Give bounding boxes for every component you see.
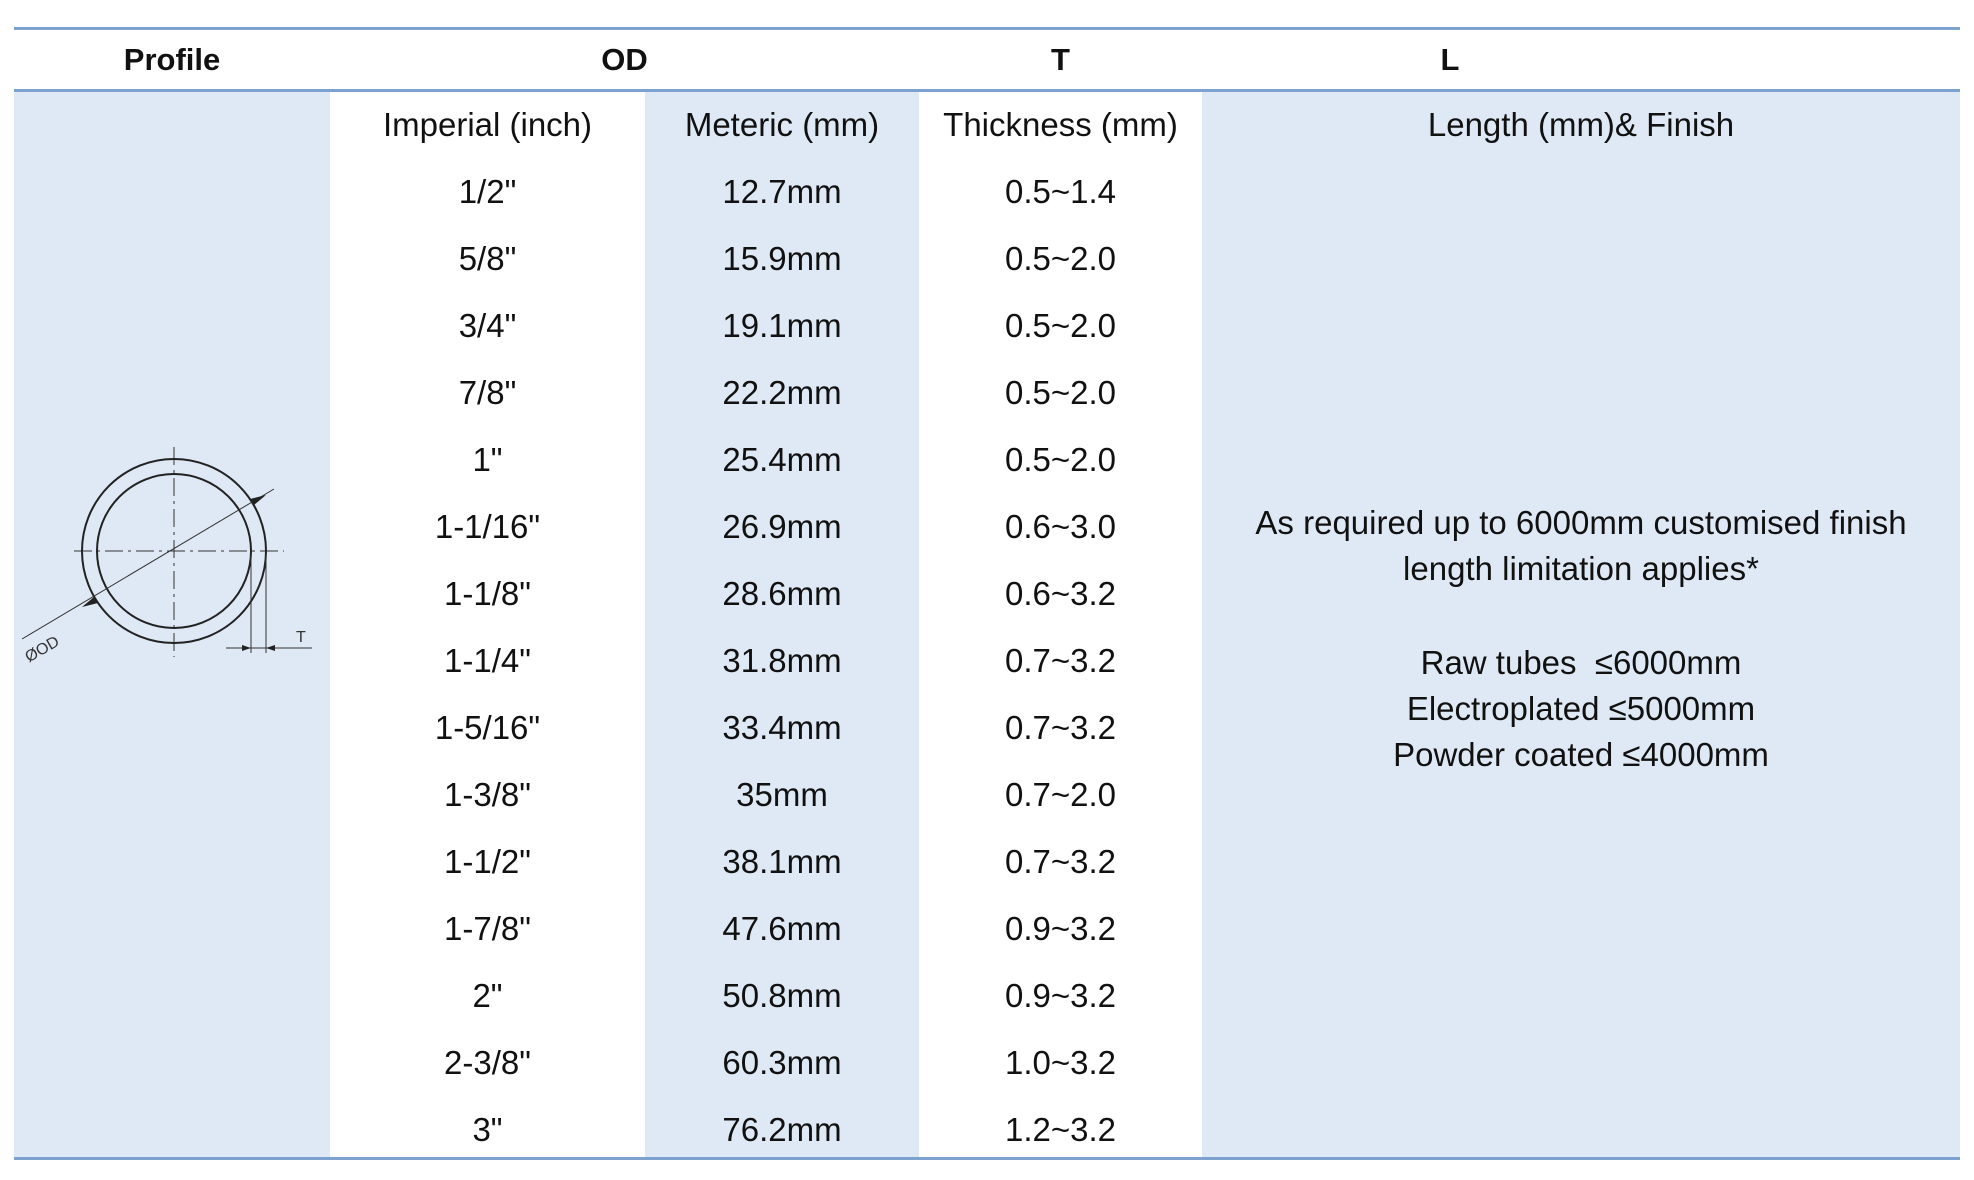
thickness-cell: 0.7~3.2 xyxy=(1004,641,1117,679)
imperial-column xyxy=(330,92,645,1157)
metric-cell: 60.3mm xyxy=(722,1043,842,1081)
thickness-column xyxy=(919,92,1202,1157)
bottom-rule xyxy=(14,1157,1960,1160)
finish-limits xyxy=(1202,640,1960,778)
thickness-cell: 0.7~3.2 xyxy=(1004,708,1117,746)
metric-cell: 35mm xyxy=(736,775,828,813)
header-profile: Profile xyxy=(123,41,221,77)
metric-cell: 12.7mm xyxy=(722,172,842,210)
metric-cell: 50.8mm xyxy=(722,976,842,1014)
imperial-cell: 2" xyxy=(472,976,503,1014)
imperial-cell: 1-1/2" xyxy=(444,842,531,880)
tube-profile-drawing xyxy=(14,437,330,687)
imperial-cell: 3/4" xyxy=(458,306,517,344)
header-row xyxy=(14,30,1960,89)
thickness-cell: 1.2~3.2 xyxy=(1004,1110,1117,1148)
thickness-cell: 1.0~3.2 xyxy=(1004,1043,1117,1081)
thickness-cell: 0.5~2.0 xyxy=(1004,239,1117,277)
imperial-cell: 3" xyxy=(472,1110,503,1148)
imperial-cell: 1-1/8" xyxy=(444,574,531,612)
thickness-cell: 0.6~3.0 xyxy=(1004,507,1117,545)
imperial-cell: 1-1/4" xyxy=(444,641,531,679)
metric-subheader: Meteric (mm) xyxy=(684,106,880,143)
imperial-cell: 1/2" xyxy=(458,172,517,210)
profile-column xyxy=(14,92,330,1157)
spec-table xyxy=(14,0,1960,1180)
metric-cell: 28.6mm xyxy=(722,574,842,612)
metric-cell: 38.1mm xyxy=(722,842,842,880)
length-column xyxy=(1202,92,1960,1157)
length-note-line: length limitation applies* xyxy=(1403,550,1759,587)
metric-cell: 25.4mm xyxy=(722,440,842,478)
metric-cell: 76.2mm xyxy=(722,1110,842,1148)
imperial-cell: 1-7/8" xyxy=(444,909,531,947)
metric-cell: 19.1mm xyxy=(722,306,842,344)
t-label: T xyxy=(296,629,306,646)
table-body xyxy=(14,92,1960,1157)
metric-cell: 22.2mm xyxy=(722,373,842,411)
length-subheader: Length (mm)& Finish xyxy=(1427,106,1735,143)
finish-limit-powder: Powder coated ≤4000mm xyxy=(1393,736,1769,773)
length-note-line: As required up to 6000mm customised finish xyxy=(1255,504,1907,541)
metric-cell: 33.4mm xyxy=(722,708,842,746)
finish-limit-raw: Raw tubes ≤6000mm xyxy=(1420,644,1742,681)
header-od: OD xyxy=(601,41,648,77)
header-t: T xyxy=(1051,41,1070,77)
thickness-cell: 0.7~2.0 xyxy=(1004,775,1117,813)
od-label: ØOD xyxy=(22,633,63,667)
imperial-cell: 2-3/8" xyxy=(444,1043,531,1081)
metric-cell: 47.6mm xyxy=(722,909,842,947)
metric-column xyxy=(645,92,919,1157)
metric-cell: 26.9mm xyxy=(722,507,842,545)
thickness-cell: 0.7~3.2 xyxy=(1004,842,1117,880)
metric-cell: 15.9mm xyxy=(722,239,842,277)
imperial-subheader: Imperial (inch) xyxy=(382,106,593,143)
thickness-subheader: Thickness (mm) xyxy=(943,106,1178,143)
thickness-cell: 0.5~2.0 xyxy=(1004,373,1117,411)
header-l: L xyxy=(1440,41,1460,77)
imperial-cell: 5/8" xyxy=(458,239,517,277)
imperial-cell: 1-1/16" xyxy=(434,507,541,545)
thickness-cell: 0.5~2.0 xyxy=(1004,306,1117,344)
metric-cell: 31.8mm xyxy=(722,641,842,679)
imperial-cell: 7/8" xyxy=(458,373,517,411)
thickness-cell: 0.5~1.4 xyxy=(1004,172,1117,210)
imperial-cell: 1-3/8" xyxy=(444,775,531,813)
thickness-cell: 0.9~3.2 xyxy=(1004,976,1117,1014)
imperial-cell: 1-5/16" xyxy=(434,708,541,746)
finish-limit-electroplated: Electroplated ≤5000mm xyxy=(1406,690,1756,727)
imperial-cell: 1" xyxy=(472,440,503,478)
thickness-cell: 0.5~2.0 xyxy=(1004,440,1117,478)
thickness-cell: 0.6~3.2 xyxy=(1004,574,1117,612)
length-note-paragraph xyxy=(1202,500,1960,592)
thickness-cell: 0.9~3.2 xyxy=(1004,909,1117,947)
